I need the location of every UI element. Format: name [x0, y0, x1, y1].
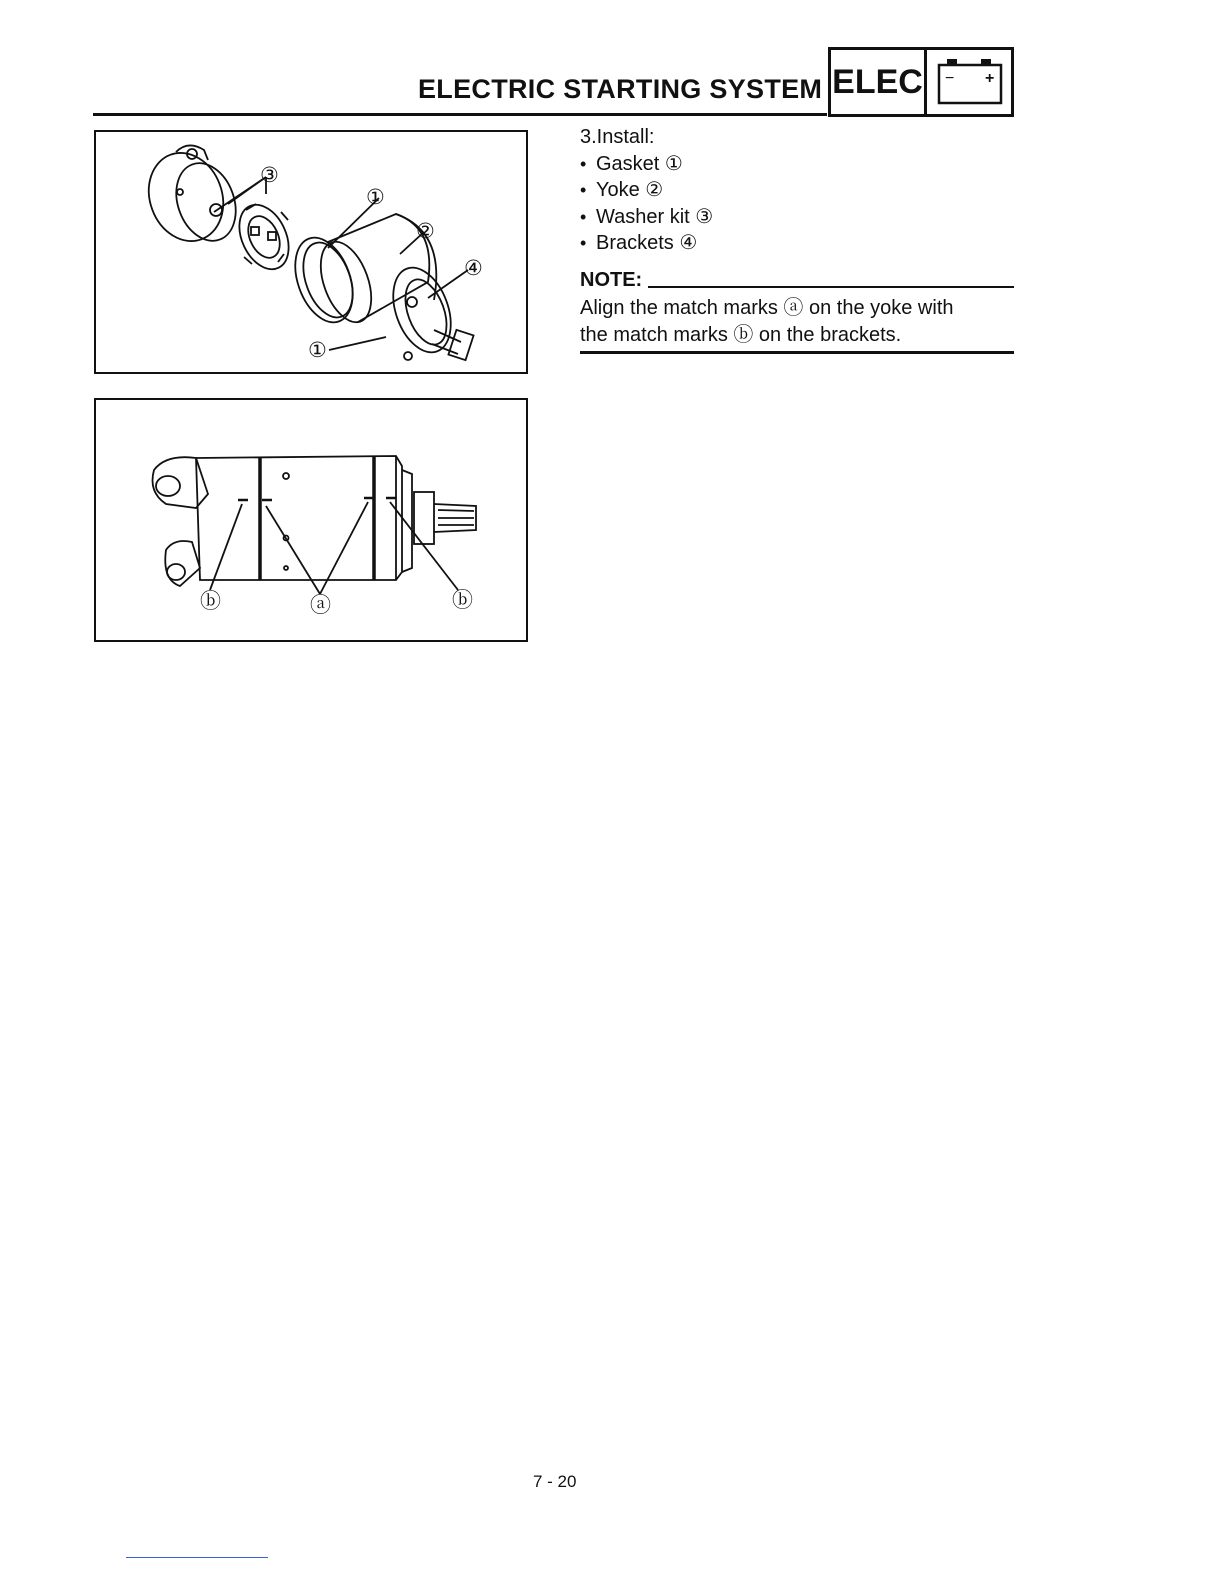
battery-plus-sign: +: [985, 70, 995, 87]
section-badge-label: ELEC: [831, 50, 927, 114]
callout-4: ④: [464, 257, 483, 280]
header-rule: [93, 113, 827, 116]
note-text-line-1: Align the match marks ⓐ on the yoke with: [580, 297, 954, 319]
callout-a: ⓐ: [310, 594, 331, 617]
page-title: ELECTRIC STARTING SYSTEM: [418, 74, 823, 104]
figure-match-marks: [94, 398, 528, 642]
callout-2: ②: [416, 220, 435, 243]
callout-b-right: ⓑ: [452, 589, 473, 612]
list-item: • Yoke ②: [580, 177, 1014, 204]
battery-minus-sign: −: [945, 70, 955, 87]
page-number: 7 - 20: [533, 1472, 577, 1491]
note-header: [580, 267, 1014, 294]
step-heading: 3.Install:: [580, 126, 655, 148]
list-item: • Gasket ①: [580, 151, 1014, 178]
starter-exploded-illustration: [96, 132, 526, 372]
instructions: [580, 124, 1014, 354]
callout-1: ①: [366, 186, 385, 209]
note-label: NOTE:: [580, 268, 643, 291]
note-rule: [648, 286, 1014, 288]
note-text-line-2: the match marks ⓑ on the brackets.: [580, 323, 902, 346]
callout-b-left: ⓑ: [200, 590, 221, 613]
section-badge: [828, 47, 1014, 117]
list-item: • Brackets ④: [580, 230, 1014, 257]
figure-exploded-starter: [94, 130, 528, 374]
footer-line: [126, 1557, 268, 1558]
battery-icon: [927, 50, 1011, 114]
callout-1-lower: ①: [308, 339, 327, 362]
callout-3: ③: [260, 164, 279, 187]
note-end-rule: [580, 351, 1014, 354]
starter-side-illustration: [96, 400, 526, 640]
list-item: • Washer kit ③: [580, 204, 1014, 231]
